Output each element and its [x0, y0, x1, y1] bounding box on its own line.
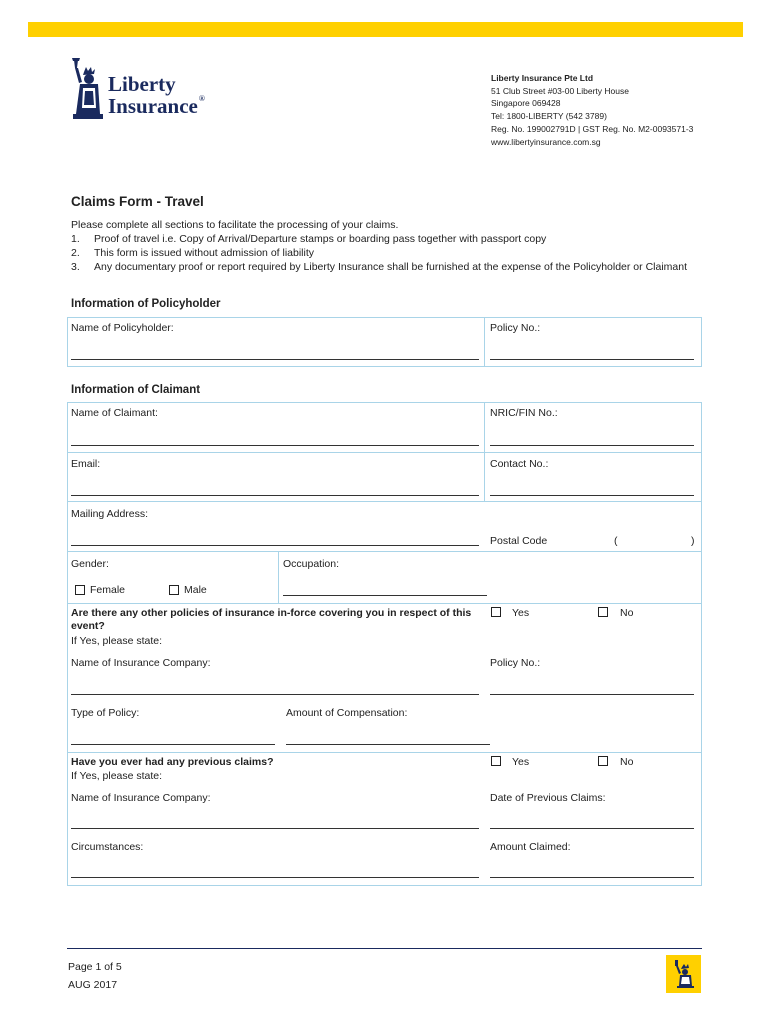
- compensation-amount-label: Amount of Compensation:: [286, 707, 408, 719]
- statue-of-liberty-icon: [670, 959, 697, 989]
- item-number: 3.: [71, 261, 80, 273]
- other-policies-no-checkbox[interactable]: [598, 607, 608, 617]
- contact-field[interactable]: [490, 495, 694, 496]
- divider: [278, 551, 279, 603]
- postal-code-label: Postal Code: [490, 535, 548, 547]
- page-title: Claims Form - Travel: [71, 194, 204, 209]
- address-line-2: Singapore 069428: [491, 98, 561, 109]
- insurance-company-label: Name of Insurance Company:: [71, 657, 211, 669]
- brand-bar: [28, 22, 743, 37]
- previous-claim-date-label: Date of Previous Claims:: [490, 792, 606, 804]
- policy-type-label: Type of Policy:: [71, 707, 140, 719]
- item-text: Any documentary proof or report required by Liberty Insurance shall be furnished at the expense of the Policyholder or Claimant: [94, 261, 687, 273]
- logo-line-1: Liberty: [108, 72, 176, 96]
- other-policy-no-label: Policy No.:: [490, 657, 541, 669]
- contact-label: Contact No.:: [490, 458, 549, 470]
- divider: [67, 501, 702, 502]
- policyholder-policy-label: Policy No.:: [490, 322, 541, 334]
- divider: [67, 452, 702, 453]
- instruction-item: [71, 246, 701, 260]
- claimant-name-label: Name of Claimant:: [71, 407, 158, 419]
- other-policies-question-cont: event?: [71, 620, 105, 632]
- gender-label: Gender:: [71, 558, 109, 570]
- logo-word: Insurance: [108, 94, 198, 118]
- female-label: Female: [90, 584, 126, 596]
- claimant-heading: Information of Claimant: [71, 384, 201, 396]
- claimant-name-field[interactable]: [71, 445, 479, 446]
- insurance-company-field[interactable]: [71, 694, 479, 695]
- page-number: Page 1 of 5: [68, 961, 122, 973]
- mailing-address-label: Mailing Address:: [71, 508, 149, 520]
- statue-of-liberty-icon: [66, 58, 106, 120]
- item-text: This form is issued without admission of liability: [94, 247, 314, 259]
- website: www.libertyinsurance.com.sg: [491, 136, 601, 147]
- male-label: Male: [184, 584, 207, 596]
- other-policy-no-field[interactable]: [490, 694, 694, 695]
- previous-claim-date-field[interactable]: [490, 828, 694, 829]
- previous-company-label: Name of Insurance Company:: [71, 792, 211, 804]
- male-checkbox[interactable]: [169, 585, 179, 595]
- liberty-logo: [66, 58, 216, 122]
- other-policies-no-label: No: [620, 607, 634, 619]
- policyholder-policy-field[interactable]: [490, 359, 694, 360]
- circumstances-label: Circumstances:: [71, 841, 144, 853]
- previous-claims-question: Have you ever had any previous claims?: [71, 756, 274, 768]
- claimant-box: [67, 402, 702, 886]
- policy-type-field[interactable]: [71, 744, 275, 745]
- address-line-1: 51 Club Street #03-00 Liberty House: [491, 85, 629, 96]
- compensation-amount-field[interactable]: [286, 744, 490, 745]
- item-number: 1.: [71, 233, 80, 245]
- postal-paren-close: ): [691, 535, 695, 547]
- policyholder-name-field[interactable]: [71, 359, 479, 360]
- occupation-field[interactable]: [283, 595, 487, 596]
- previous-company-field[interactable]: [71, 828, 479, 829]
- other-policies-yes-checkbox[interactable]: [491, 607, 501, 617]
- policyholder-heading: Information of Policyholder: [71, 298, 221, 310]
- previous-claims-no-checkbox[interactable]: [598, 756, 608, 766]
- mailing-address-field[interactable]: [71, 545, 479, 546]
- amount-claimed-field[interactable]: [490, 877, 694, 878]
- divider: [484, 317, 485, 367]
- intro-text: Please complete all sections to facilitate the processing of your claims.: [71, 219, 399, 231]
- instruction-item: [71, 232, 701, 246]
- email-label: Email:: [71, 458, 101, 470]
- if-yes-label: If Yes, please state:: [71, 635, 163, 647]
- divider: [67, 603, 702, 604]
- amount-claimed-label: Amount Claimed:: [490, 841, 571, 853]
- email-field[interactable]: [71, 495, 479, 496]
- divider: [67, 551, 702, 552]
- circumstances-field[interactable]: [71, 877, 479, 878]
- other-policies-question: Are there any other policies of insurance in-force covering you in respect of this: [71, 607, 472, 619]
- registration-numbers: Reg. No. 199002791D | GST Reg. No. M2-0093571-3: [491, 123, 694, 134]
- occupation-label: Occupation:: [283, 558, 340, 570]
- registered-mark: ®: [198, 94, 205, 103]
- other-policies-yes-label: Yes: [512, 607, 530, 619]
- previous-claims-yes-checkbox[interactable]: [491, 756, 501, 766]
- footer-rule: [67, 948, 702, 949]
- female-checkbox[interactable]: [75, 585, 85, 595]
- postal-paren-open: (: [614, 535, 618, 547]
- telephone: Tel: 1800-LIBERTY (542 3789): [491, 111, 607, 122]
- policyholder-name-label: Name of Policyholder:: [71, 322, 174, 334]
- divider: [67, 752, 702, 753]
- previous-claims-yes-label: Yes: [512, 756, 530, 768]
- nric-field[interactable]: [490, 445, 694, 446]
- company-name: Liberty Insurance Pte Ltd: [491, 73, 594, 83]
- instructions: [71, 218, 701, 274]
- company-address-block: [491, 72, 693, 148]
- previous-claims-no-label: No: [620, 756, 634, 768]
- revision-date: AUG 2017: [68, 979, 118, 991]
- instruction-item: [71, 260, 701, 274]
- if-yes-label: If Yes, please state:: [71, 770, 163, 782]
- footer-logo-badge: [666, 955, 701, 993]
- logo-line-2: [108, 94, 205, 119]
- item-number: 2.: [71, 247, 80, 259]
- instruction-list: [71, 232, 701, 274]
- nric-label: NRIC/FIN No.:: [490, 407, 558, 419]
- item-text: Proof of travel i.e. Copy of Arrival/Departure stamps or boarding pass together with passport copy: [94, 233, 547, 245]
